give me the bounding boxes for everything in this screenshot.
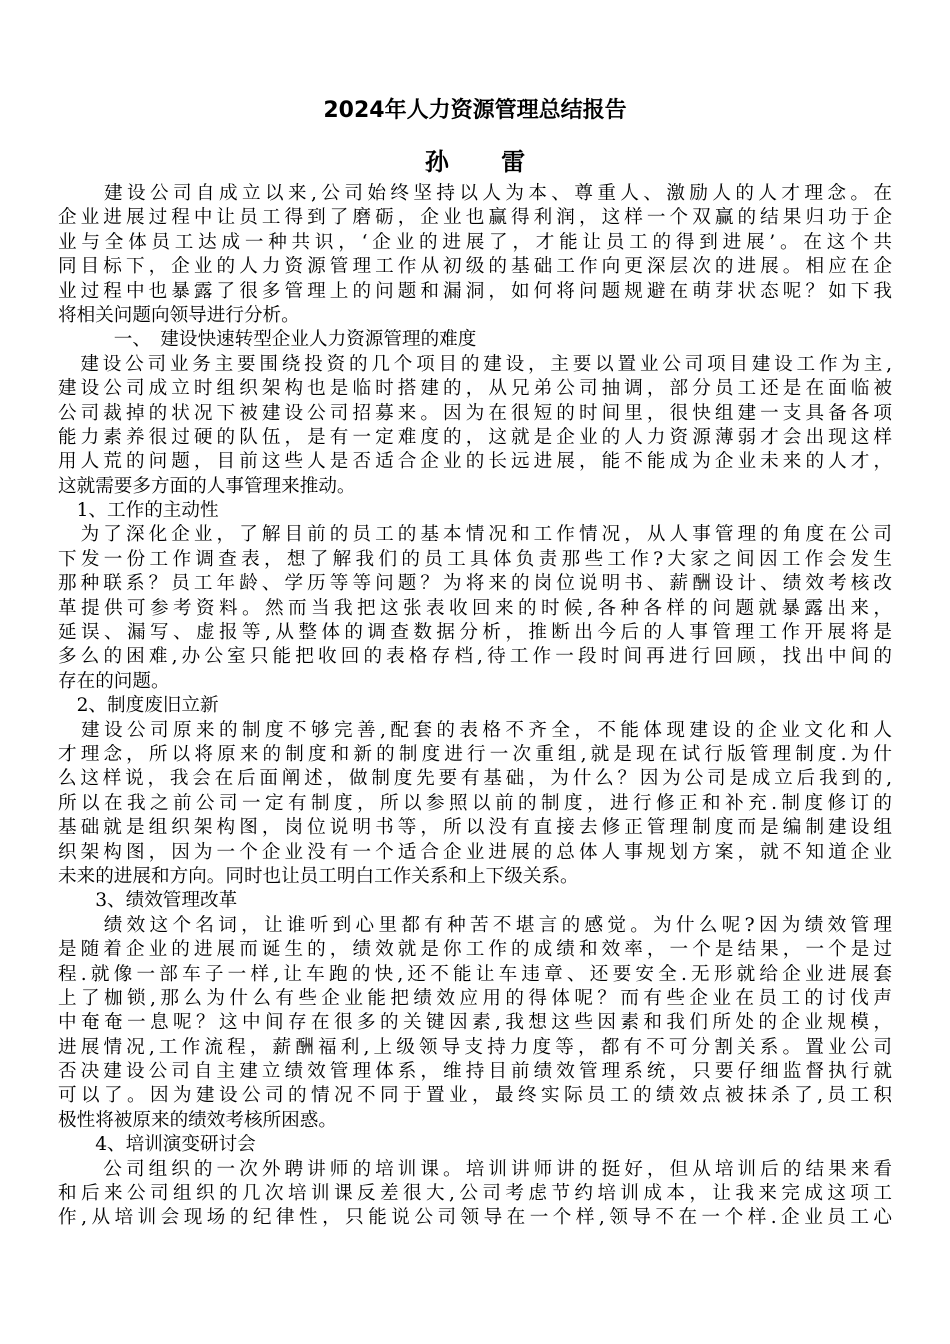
text-line: 存在的问题。 — [58, 670, 170, 692]
text-line: 多么的困难,办公室只能把收回的表格存档,待工作一段时间再进行回顾，找出中间的 — [58, 646, 892, 668]
text-line: 么这样说，我会在后面阐述，做制度先要有基础，为什么？因为公司是成立后我到的, — [58, 768, 892, 790]
text-line: 可以了。因为建设公司的情况不同于置业，最终实际员工的绩效点被抹杀了,员工积 — [58, 1085, 892, 1107]
text-line: 是随着企业的进展而诞生的，绩效就是你工作的成绩和效率，一个是结果，一个是过 — [58, 939, 892, 961]
text-line: 未来的进展和方向。同时也让员工明白工作关系和上下级关系。 — [58, 865, 579, 887]
text-line: 能力素养很过硬的队伍，是有一定难度的，这就是企业的人力资源薄弱才会出现这样 — [58, 426, 892, 448]
text-line: 业过程中也暴露了很多管理上的问题和漏洞，如何将问题规避在萌芽状态呢？如下我 — [58, 280, 892, 302]
text-line: 上了枷锁,那么为什么有些企业能把绩效应用的得体呢？而有些企业在员工的讨伐声 — [58, 987, 892, 1009]
text-line: 中奄奄一息呢？这中间存在很多的关键因素,我想这些因素和我们所处的企业规模， — [58, 1012, 892, 1034]
text-line: 企业进展过程中让员工得到了磨砺，企业也赢得利润，这样一个双赢的结果归功于企 — [58, 207, 892, 229]
text-line: 这就需要多方面的人事管理来推动。 — [58, 475, 356, 497]
text-line: 4、培训演变研讨会 — [58, 1134, 256, 1156]
text-line: 同目标下，企业的人力资源管理工作从初级的基础工作向更深层次的进展。相应在企 — [58, 256, 892, 278]
text-line: 革提供可参考资料。然而当我把这张表收回来的时候,各种各样的问题就暴露出来， — [58, 597, 892, 619]
text-line: 延误、漏写、虚报等,从整体的调查数据分析，推断出今后的人事管理工作开展将是 — [58, 622, 892, 644]
text-line: 才理念，所以将原来的制度和新的制度进行一次重组,就是现在试行版管理制度.为什 — [58, 743, 892, 765]
text-line: 公司裁掉的状况下被建设公司招募来。因为在很短的时间里，很快组建一支具备各项 — [58, 402, 892, 424]
text-line: 业与全体员工达成一种共识，‘企业的进展了，才能让员工的得到进展’。在这个共 — [58, 231, 892, 253]
text-line: 3、绩效管理改革 — [58, 890, 238, 912]
text-line: 建设公司原来的制度不够完善,配套的表格不齐全，不能体现建设的企业文化和人 — [58, 719, 892, 741]
text-line: 将相关问题向领导进行分析。 — [58, 304, 300, 326]
document-body — [58, 182, 892, 1231]
document-title: 2024年人力资源管理总结报告 — [323, 98, 627, 123]
text-line: 基础就是组织架构图，岗位说明书等，所以没有直接去修正管理制度而是编制建设组 — [58, 817, 892, 839]
text-line: 极性将被原来的绩效考核所困惑。 — [58, 1109, 337, 1131]
text-line: 用人荒的问题，目前这些人是否适合企业的长远进展，能不能成为企业未来的人才， — [58, 451, 892, 473]
text-line: 建设公司业务主要围绕投资的几个项目的建设，主要以置业公司项目建设工作为主, — [58, 353, 892, 375]
text-line: 1、工作的主动性 — [58, 500, 219, 522]
text-line: 织架构图，因为一个企业没有一个适合企业进展的总体人事规划方案，就不知道企业 — [58, 841, 892, 863]
text-line: 2、制度废旧立新 — [58, 695, 219, 717]
text-line: 为了深化企业，了解目前的员工的基本情况和工作情况，从人事管理的角度在公司 — [58, 524, 892, 546]
text-line: 建设公司成立时组织架构也是临时搭建的，从兄弟公司抽调，部分员工还是在面临被 — [58, 378, 892, 400]
text-line: 一、 建设快速转型企业人力资源管理的难度 — [58, 329, 477, 351]
document-author: 孙 雷 — [424, 148, 548, 176]
text-line: 程.就像一部车子一样,让车跑的快,还不能让车违章、还要安全.无形就给企业进展套 — [58, 963, 892, 985]
text-line: 建设公司自成立以来,公司始终坚持以人为本、尊重人、激励人的人才理念。在 — [58, 183, 892, 204]
text-line: 和后来公司组织的几次培训课反差很大,公司考虑节约培训成本，让我来完成这项工 — [58, 1183, 892, 1205]
text-line: 进展情况,工作流程，薪酬福利,上级领导支持力度等，都有不可分割关系。置业公司 — [58, 1036, 892, 1058]
text-line: 作,从培训会现场的纪律性，只能说公司领导在一个样,领导不在一个样.企业员工心 — [58, 1207, 892, 1229]
text-line: 所以在我之前公司一定有制度，所以参照以前的制度，进行修正和补充.制度修订的 — [58, 792, 892, 814]
text-line: 否决建设公司自主建立绩效管理体系，维持目前绩效管理系统，只要仔细监督执行就 — [58, 1061, 892, 1083]
text-line: 那种联系？员工年龄、学历等等问题？为将来的岗位说明书、薪酬设计、绩效考核改 — [58, 573, 892, 595]
text-line: 下发一份工作调查表，想了解我们的员工具体负责那些工作?大家之间因工作会发生 — [58, 548, 892, 570]
text-line: 公司组织的一次外聘讲师的培训课。培训讲师讲的挺好，但从培训后的结果来看 — [58, 1158, 892, 1180]
text-line: 绩效这个名词，让谁听到心里都有种苦不堪言的感觉。为什么呢?因为绩效管理 — [58, 914, 892, 936]
